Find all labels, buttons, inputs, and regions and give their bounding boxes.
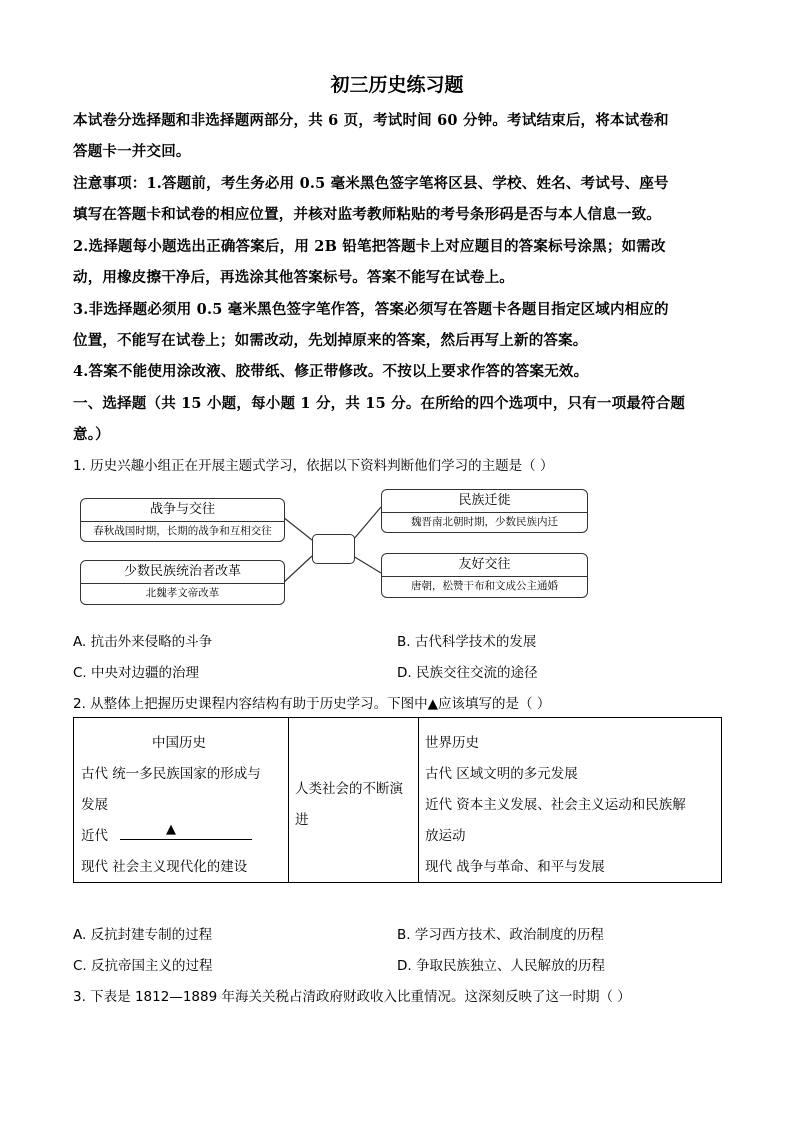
- section-heading-1: 一、选择题（共 15 小题，每小题 1 分，共 15 分。在所给的四个选项中，只有一项最符合题: [73, 395, 686, 412]
- q1-option-b[interactable]: B. 古代科学技术的发展: [397, 634, 537, 650]
- diagram-box-friendship: [381, 553, 588, 598]
- q2-structure-table: [73, 717, 722, 883]
- intro-line-1: 本试卷分选择题和非选择题两部分，共 6 页，考试时间 60 分钟。考试结束后，将本试卷和: [73, 112, 669, 129]
- china-contemporary-line: 现代 社会主义现代化的建设: [81, 859, 248, 875]
- table-cell-china: [74, 718, 289, 883]
- q1-stem: 1. 历史兴趣小组正在开展主题式学习，依据以下资料判断他们学习的主题是（ ）: [73, 458, 554, 474]
- triangle-marker: ▲: [166, 822, 176, 837]
- notice-line-3: 2.选择题每小题选出正确答案后，用 2B 铅笔把答题卡上对应题目的答案标号涂黑；如需改: [73, 238, 666, 255]
- diagram-box-reform-title: 少数民族统治者改革: [81, 561, 284, 584]
- q2-option-d[interactable]: D. 争取民族独立、人民解放的历程: [397, 958, 605, 974]
- table-cell-world: [419, 718, 722, 883]
- diagram-box-friendship-detail: 唐朝，松赞干布和文成公主通婚: [411, 580, 558, 592]
- world-history-title: 世界历史: [425, 735, 479, 751]
- diagram-box-reform: [80, 560, 285, 605]
- q2-stem: 2. 从整体上把握历史课程内容结构有助于历史学习。下图中▲应该填写的是（ ）: [73, 696, 551, 712]
- blank-underline: [120, 839, 252, 840]
- diagram-box-war-title: 战争与交往: [81, 499, 284, 522]
- notice-line-1: 注意事项：1.答题前，考生务必用 0.5 毫米黑色签字笔将区县、学校、姓名、考试号、座号: [73, 175, 669, 192]
- china-history-title: 中国历史: [152, 735, 206, 751]
- middle-line-2: 进: [295, 812, 309, 828]
- table-cell-middle: [289, 718, 419, 883]
- diagram-box-friendship-title: 友好交往: [382, 554, 587, 577]
- connector-top-left: [283, 517, 312, 540]
- diagram-box-war: [80, 498, 285, 542]
- q2-option-c[interactable]: C. 反抗帝国主义的过程: [73, 958, 213, 974]
- q1-option-d[interactable]: D. 民族交往交流的途径: [397, 665, 538, 681]
- q3-stem: 3. 下表是 1812—1889 年海关关税占清政府财政收入比重情况。这深刻反映了这一时期（ ）: [73, 989, 631, 1005]
- notice-line-5: 3.非选择题必须用 0.5 毫米黑色签字笔作答，答案必须写在答题卡各题目指定区域内相应的: [73, 301, 669, 318]
- china-ancient-line-2: 发展: [81, 797, 108, 813]
- q1-option-a[interactable]: A. 抗击外来侵略的斗争: [73, 634, 213, 650]
- diagram-center-blank: [312, 534, 355, 564]
- connector-bottom-right: [353, 556, 381, 573]
- q2-option-a[interactable]: A. 反抗封建专制的过程: [73, 927, 213, 943]
- middle-line-1: 人类社会的不断演: [295, 781, 403, 797]
- intro-line-2: 答题卡一并交回。: [73, 143, 191, 160]
- q1-option-c[interactable]: C. 中央对边疆的治理: [73, 665, 200, 681]
- connector-bottom-left: [283, 556, 312, 583]
- world-contemporary-line: 现代 战争与革命、和平与发展: [425, 859, 605, 875]
- diagram-box-migration: [381, 489, 588, 533]
- notice-line-2: 填写在答题卡和试卷的相应位置，并核对监考教师粘贴的考号条形码是否与本人信息一致。: [73, 206, 661, 223]
- connector-top-right: [353, 507, 381, 540]
- world-modern-line-1: 近代 资本主义发展、社会主义运动和民族解: [425, 797, 686, 813]
- china-modern-label: 近代: [81, 828, 108, 844]
- page-title: 初三历史练习题: [330, 74, 464, 96]
- diagram-box-reform-detail: 北魏孝文帝改革: [145, 587, 220, 599]
- china-ancient-line-1: 古代 统一多民族国家的形成与: [81, 766, 261, 782]
- q2-option-b[interactable]: B. 学习西方技术、政治制度的历程: [397, 927, 604, 943]
- notice-line-4: 动，用橡皮擦干净后，再选涂其他答案标号。答案不能写在试卷上。: [73, 269, 514, 286]
- diagram-box-war-detail: 春秋战国时期，长期的战争和互相交往: [93, 525, 272, 537]
- world-ancient-line: 古代 区域文明的多元发展: [425, 766, 578, 782]
- diagram-box-migration-title: 民族迁徙: [382, 490, 587, 513]
- notice-line-6: 位置，不能写在试卷上；如需改动，先划掉原来的答案，然后再写上新的答案。: [73, 332, 588, 349]
- world-modern-line-2: 放运动: [425, 828, 466, 844]
- section-heading-2: 意。）: [73, 426, 110, 443]
- notice-line-7: 4.答案不能使用涂改液、胶带纸、修正带修改。不按以上要求作答的答案无效。: [73, 363, 589, 380]
- diagram-box-migration-detail: 魏晋南北朝时期，少数民族内迁: [411, 516, 558, 528]
